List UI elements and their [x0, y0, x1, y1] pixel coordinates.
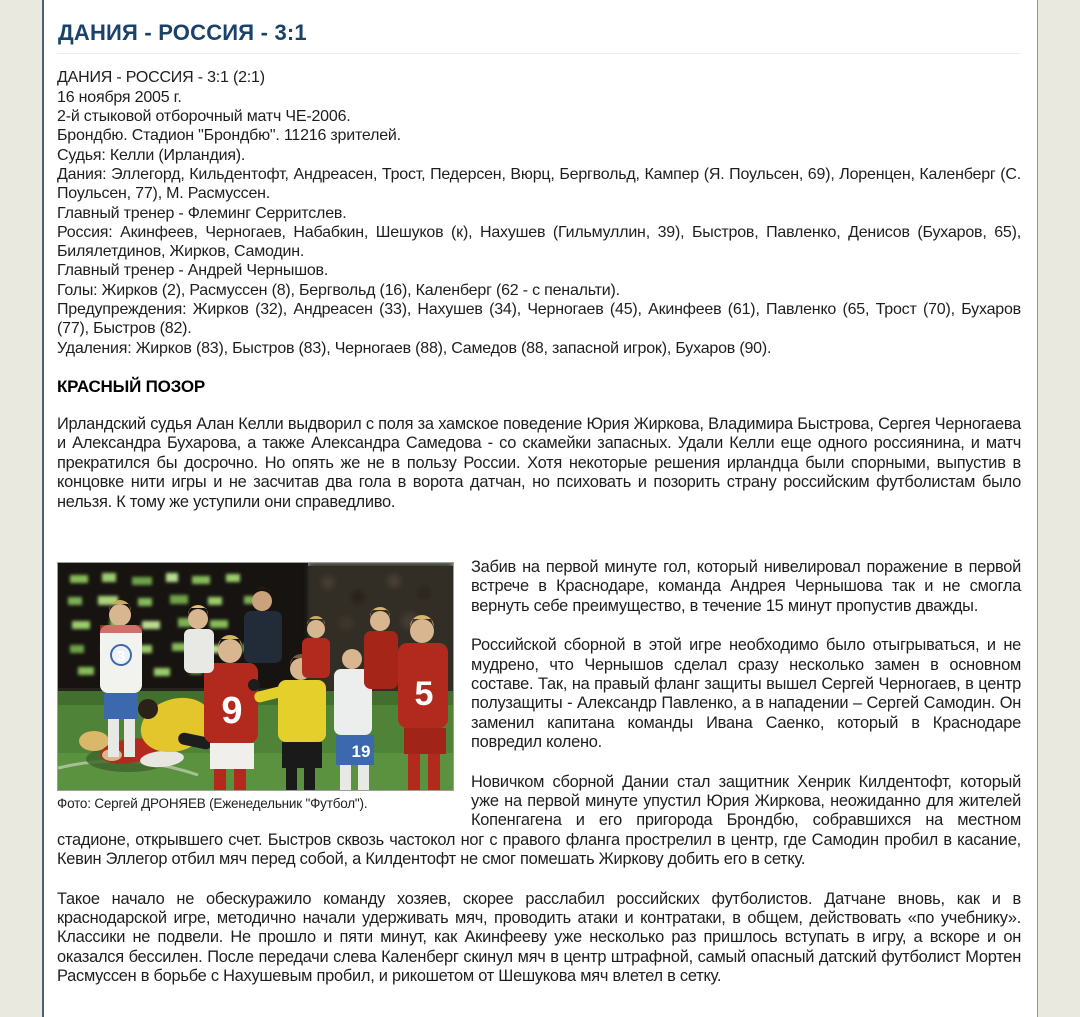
- match-photo-illustration: [57, 562, 454, 791]
- match-info-line: ДАНИЯ - РОССИЯ - 3:1 (2:1): [57, 69, 265, 87]
- svg-text:3: 3: [116, 647, 126, 665]
- match-photo-figure: [57, 562, 454, 811]
- paragraph-5: Такое начало не обескуражило команду хозяев, скорее расслабил российских футболистов. Датчане вновь, как и в краснодарской игре, методично начали удерживать мяч, проводить атаки и контратаки, в общем, действовать «по учебнику». Классики не подвели. Не прошло и пяти минут, как Акинфееву уже несколько раз пришлось вступать в игру, а вскоре и он оказался бессилен. После передачи слева Каленберг скинул мяч в центр штрафной, самый опасный датский футболист Мортен Расмуссен в борьбе с Нахушевым пробил, и рикошетом от Шешукова мяч влетел в сетку.: [57, 889, 1021, 986]
- match-info-line: Брондбю. Стадион "Брондбю". 11216 зрителей.: [57, 127, 401, 145]
- svg-text:19: 19: [351, 741, 371, 761]
- match-info-line: Дания: Эллегорд, Кильдентофт, Андреасен, Трост, Педерсен, Вюрц, Бергвольд, Кампер (Я. Поульсен, 69), Лоренцен, Каленберг (С. Поульсен, 77), М. Расмуссен.: [57, 165, 1021, 203]
- paragraph-3: Российской сборной в этой игре необходимо было отыгрываться, и не мудрено, что Чернышов сделал сразу несколько замен в основном составе. Так, на правый фланг защиты вышел Сергей Черногаев, в центр полузащиты - Александр Павленко, а в нападении – Сергей Самодин. Он заменил капитана команды Ивана Саенко, который в Краснодаре повредил колено.: [471, 636, 1021, 752]
- paragraph-4: Новичком сборной Дании стал защитник Хенрик Килдентофт, который уже на первой минуте упустил Юрия Жиркова, неожиданно для жителей Копенгагена и его пригорода Брондбю, собравшихся на местном стадионе, открывшего счет. Быстров сквозь частокол ног с правого фланга прострелил в центр, где Самодин пробил в касание, Кевин Эллегор отбил мяч перед собой, а Килдентофт не смог помешать Жиркову добить его в сетку.: [57, 772, 1021, 869]
- match-info-block: [57, 68, 1021, 357]
- match-info-line: Главный тренер - Андрей Чернышов.: [57, 262, 329, 280]
- article-title: ДАНИЯ - РОССИЯ - 3:1: [57, 15, 1021, 54]
- match-info-line: Россия: Акинфеев, Черногаев, Набабкин, Шешуков (к), Нахушев (Гильмуллин, 39), Быстров, Павленко, Денисов (Бухаров, 65), Билялетдинов, Жирков, Самодин.: [57, 223, 1021, 261]
- svg-text:9: 9: [221, 689, 243, 732]
- match-info-line: Главный тренер - Флеминг Серритслев.: [57, 204, 347, 222]
- match-info-line: Предупреждения: Жирков (32), Андреасен (33), Нахушев (34), Черногаев (45), Акинфеев (61), Павленко (65, Трост (70), Бухаров (77), Быстров (82).: [57, 301, 1021, 338]
- svg-text:5: 5: [414, 674, 434, 713]
- article-panel: [42, 0, 1038, 1017]
- match-info-line: Судья: Келли (Ирландия).: [57, 146, 246, 164]
- photo-text-section: [57, 558, 1021, 1007]
- section-heading: КРАСНЫЙ ПОЗОР: [57, 376, 206, 396]
- photo-caption: Фото: Сергей ДРОНЯЕВ (Еженедельник "Футбол").: [57, 795, 368, 811]
- paragraph-1: Ирландский судья Алан Келли выдворил с поля за хамское поведение Юрия Жиркова, Владимира Быстрова, Сергея Черногаева и Александра Бухарова, а также Александра Самедова - со скамейки запасных. Удали Келли еще одного россиянина, и матч прекратился бы досрочно. Но опять же не в пользу России. Хотя некоторые решения ирландца были спорными, выпустив в концовке нити игры и не засчитав два гола в ворота датчан, но психовать и позорить страну российским футболистам было нельзя. К тому же уступили они справедливо.: [57, 414, 1021, 511]
- match-info-line: Голы: Жирков (2), Расмуссен (8), Бергвольд (16), Каленберг (62 - с пенальти).: [57, 281, 620, 299]
- paragraph-2: Забив на первой минуте гол, который нивелировал поражение в первой встрече в Краснодаре, команда Андрея Чернышова так и не смогла вернуть себе преимущество, в течение 15 минут пропустив дважды.: [471, 557, 1021, 615]
- match-info-line: Удаления: Жирков (83), Быстров (83), Черногаев (88), Самедов (88, запасной игрок), Бухаров (90).: [57, 339, 772, 357]
- match-info-line: 2-й стыковой отборочный матч ЧЕ-2006.: [57, 108, 351, 126]
- match-info-line: 16 ноября 2005 г.: [57, 88, 182, 106]
